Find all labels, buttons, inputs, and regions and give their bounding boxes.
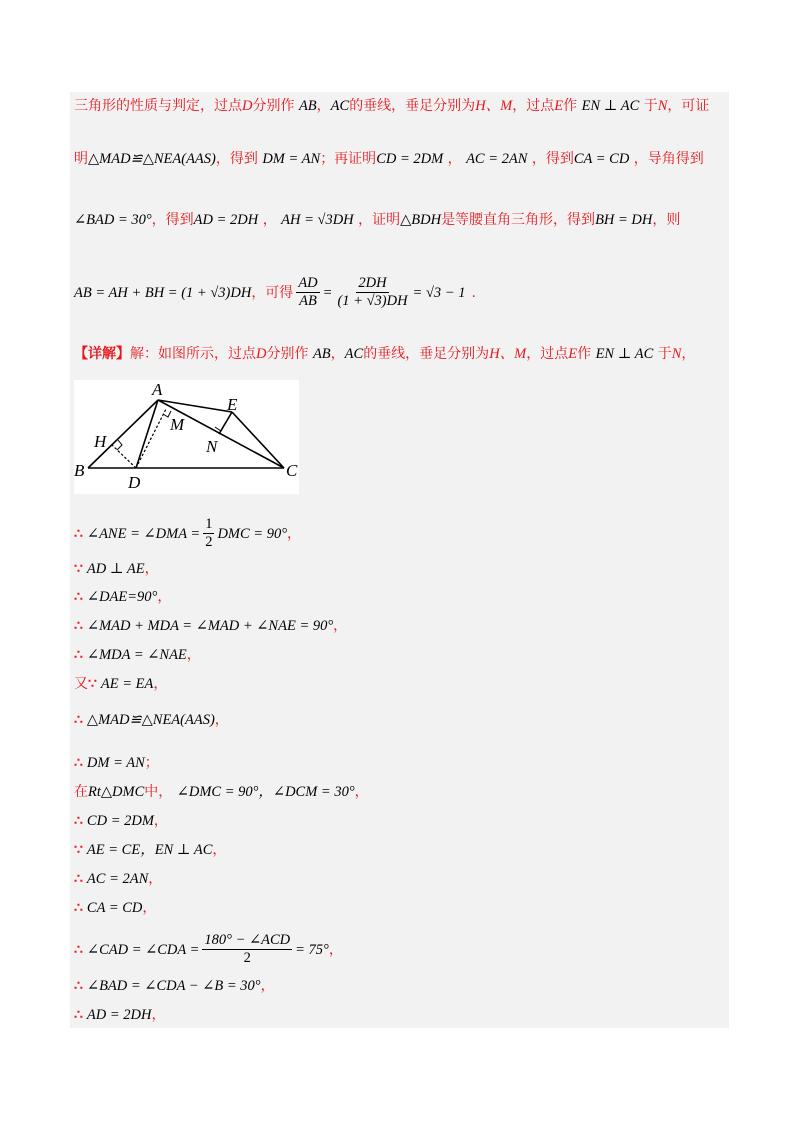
right-angle-mark-h xyxy=(117,440,122,450)
math-bh-dh: BH = DH xyxy=(595,212,653,228)
fraction-angle: $\frac{\text{180° − ∠ACD}}{2}$ xyxy=(204,932,291,966)
detail-text: 解：如图所示，过点 xyxy=(130,346,256,362)
hint-text: ，过点 xyxy=(512,98,555,114)
label-b: B xyxy=(74,461,85,480)
hint-period: . xyxy=(471,284,476,301)
math-dm-an: DM = AN xyxy=(262,151,321,167)
point-n: N xyxy=(657,98,668,114)
label-e: E xyxy=(227,395,238,414)
hint-line-2 xyxy=(74,149,704,169)
math-congruence: △MAD≌△NEA(AAS) xyxy=(88,151,216,167)
step-9: 在Rt△DMC中， ∠DMC = 90°，∠DCM = 30°， xyxy=(74,784,369,800)
segment-dh xyxy=(112,445,136,468)
point-d: D xyxy=(256,346,267,362)
hint-comma: ， xyxy=(316,98,331,114)
hint-text: 是等腰直角三角形，得到 xyxy=(441,212,596,228)
math-ac-2an: AC = 2AN xyxy=(466,151,528,167)
segment-ac: AC xyxy=(330,98,350,114)
step-2: ∵ AD ⊥ AE， xyxy=(74,561,159,577)
detail-line xyxy=(74,344,695,364)
math-ca-cd: CA = CD xyxy=(573,151,630,167)
detail-text: ，过点 xyxy=(526,346,569,362)
point-n: N xyxy=(671,346,682,362)
hint-text: ，可证 xyxy=(667,98,710,114)
step-10: ∴ CD = 2DM， xyxy=(74,813,168,829)
detail-comma: ， xyxy=(330,346,345,362)
math-ah-root3dh: AH = √3DH xyxy=(281,212,354,228)
step-12: ∴ AC = 2AN， xyxy=(74,871,163,887)
hint-comma: ， xyxy=(447,151,462,167)
step-8: ∴ DM = AN； xyxy=(74,755,159,771)
step-7: ∴ △MAD≌△NEA(AAS)， xyxy=(74,712,229,728)
step-4: ∴ ∠MAD + MDA = ∠MAD + ∠NAE = 90°， xyxy=(74,618,348,634)
hint-line-1 xyxy=(74,96,709,116)
detail-text: 于 xyxy=(657,346,672,362)
hint-text: ，得到 xyxy=(151,212,194,228)
hint-text: ，得到 xyxy=(215,151,258,167)
hint-text: 于 xyxy=(643,98,658,114)
hint-line-3 xyxy=(74,210,680,230)
math-ab-sum: AB = AH + BH = (1 + √3)DH xyxy=(74,284,252,301)
math-en-perp-ac: EN ⊥ AC xyxy=(581,98,640,114)
segment-ec xyxy=(232,412,284,468)
fraction-2dh: $\frac{2DH}{(1 + √3)DH}$ xyxy=(337,275,408,309)
hint-line-4: AB = AH + BH = (1 + √3)DH ，可得 $\frac{AD}{AB}$ = $\frac{2DH}{(1 + √3)DH}$ = √3 − 1 . xyxy=(74,275,476,309)
step-16: ∴ AD = 2DH， xyxy=(74,1007,166,1023)
points-hm: H、M xyxy=(475,98,513,114)
hint-text: ，导角得到 xyxy=(633,151,704,167)
math-result: = √3 − 1 xyxy=(412,284,466,301)
segment-ac: AC xyxy=(344,346,364,362)
step-5: ∴ ∠MDA = ∠NAE， xyxy=(74,647,201,663)
hint-text: ，得到 xyxy=(531,151,574,167)
hint-text: 作 xyxy=(563,98,578,114)
math-ad-2dh: AD = 2DH xyxy=(193,212,259,228)
detail-text: 分别作 xyxy=(266,346,309,362)
hint-text: ，可得 xyxy=(251,284,294,301)
label-a: A xyxy=(152,380,163,399)
label-d: D xyxy=(128,473,141,492)
hint-text: ；再证明 xyxy=(320,151,377,167)
point-d: D xyxy=(242,98,253,114)
math-cd-2dm: CD = 2DM xyxy=(376,151,444,167)
detail-text: 的垂线，垂足分别为 xyxy=(363,346,490,362)
hint-comma: ， xyxy=(262,212,277,228)
fraction-ad-over-ab: $\frac{AD}{AB}$ xyxy=(298,275,318,309)
label-n: N xyxy=(206,437,218,456)
triangle-diagram xyxy=(74,380,299,494)
step-15: ∴ ∠BAD = ∠CDA − ∠B = 30°， xyxy=(74,978,275,994)
hint-text: 分别作 xyxy=(252,98,295,114)
hint-text: ，则 xyxy=(652,212,681,228)
step-3: ∴ ∠DAE=90°， xyxy=(74,589,172,605)
hint-text: ，证明 xyxy=(358,212,401,228)
hint-text: 的垂线，垂足分别为 xyxy=(349,98,476,114)
point-e: E xyxy=(568,346,578,362)
geometry-figure xyxy=(74,380,299,494)
detail-comma: ， xyxy=(681,346,696,362)
label-h: H xyxy=(94,432,107,451)
segment-ab: AB xyxy=(312,346,331,362)
step-6: 又∵ AE = EA， xyxy=(74,676,168,692)
points-hm: H、M xyxy=(489,346,527,362)
math-triangle-bdh: △BDH xyxy=(400,212,442,228)
step-11: ∵ AE = CE，EN ⊥ AC， xyxy=(74,842,227,858)
hint-text: 明 xyxy=(74,151,88,167)
step-13: ∴ CA = CD， xyxy=(74,900,157,916)
right-angle-mark-n xyxy=(215,425,224,431)
math-angle-bad: ∠BAD = 30° xyxy=(74,212,152,228)
detail-tag: 【详解】 xyxy=(74,346,130,362)
step-1: ∴ ∠ANE = ∠DMA = $\frac{1}{2}$ DMC = 90° ， xyxy=(74,516,302,550)
detail-text: 作 xyxy=(577,346,592,362)
hint-text: 三角形的性质与判定，过点 xyxy=(74,98,242,114)
segment-ab: AB xyxy=(298,98,317,114)
step-14: ∴ ∠CAD = ∠CDA = $\frac{\text{180° − ∠ACD}}{2}$ = 75° ， xyxy=(74,932,343,966)
math-en-perp-ac: EN ⊥ AC xyxy=(595,346,654,362)
point-e: E xyxy=(554,98,564,114)
fraction-half: $\frac{1}{2}$ xyxy=(205,516,213,550)
label-m: M xyxy=(170,415,185,434)
solution-panel xyxy=(70,92,729,1028)
label-c: C xyxy=(286,461,298,480)
